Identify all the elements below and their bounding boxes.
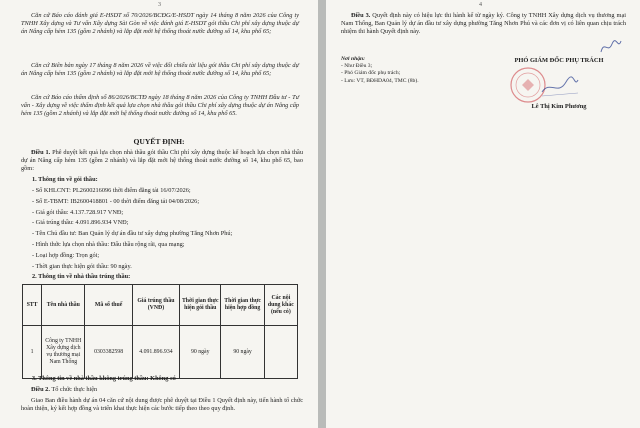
document-page-4 bbox=[326, 0, 640, 428]
table-cell: 0303382598 bbox=[85, 326, 132, 379]
intro-paragraph-3: Căn cứ Báo cáo thẩm định số 86/2026/BCTĐ ngày 18 tháng 8 năm 2026 của Công ty TNHH Đầu tư - Tư vấn - Xây dựng về việc thẩm định kết quả lựa chọn nhà thầu gói thầu Chi phí xây dựng thuộc dự án Nâng cấp hẻm 135 (gồm 2 nhánh) và lắp đặt mới hệ thống thoát nước đường số 14, khu phố 65. bbox=[21, 94, 299, 118]
article-2-text: Tổ chức thực hiện bbox=[49, 385, 98, 393]
signature-initial-icon bbox=[598, 36, 624, 56]
page-number: 4 bbox=[479, 2, 482, 8]
table-cell: 90 ngày bbox=[180, 326, 221, 379]
section-1-heading: 1. Thông tin về gói thầu: bbox=[32, 176, 98, 184]
article-3-text: Quyết định này có hiệu lực thi hành kể từ ngày ký. Công ty TNHH Xây dựng dịch vụ thương mại Nam Thống, Ban Quản lý dự án đầu tư xây dựng phường Tăng Nhơn Phú và các đơn vị có liên quan chịu trách nhiệm thi hành Quyết định này. bbox=[341, 12, 626, 36]
article-3 bbox=[341, 12, 626, 37]
section-1-item: - Số KHLCNT: PL2600216096 thời điểm đăng tải 16/07/2026; bbox=[32, 187, 191, 194]
recipient-item: - Lưu: VT, BĐHDA04, TMC (8b). bbox=[341, 77, 419, 84]
page-number: 3 bbox=[158, 2, 161, 8]
table-cell bbox=[264, 326, 297, 379]
section-1-item: - Giá gói thầu: 4.137.728.917 VNĐ; bbox=[32, 208, 124, 216]
document-page-3 bbox=[0, 0, 318, 428]
table-header-row bbox=[23, 285, 298, 326]
page-gutter bbox=[318, 0, 326, 428]
recipient-item: - Phó Giám đốc phụ trách; bbox=[341, 70, 401, 77]
article-1-label: Điều 1. bbox=[31, 149, 51, 156]
section-1-item: - Hình thức lựa chọn nhà thầu: Đấu thầu rộng rãi, qua mạng; bbox=[32, 240, 185, 248]
official-seal-icon bbox=[508, 66, 580, 104]
section-3-heading: 3. Thông tin về nhà thầu không trúng thầu: Không có bbox=[32, 375, 176, 382]
decision-title: QUYẾT ĐỊNH: bbox=[133, 137, 185, 146]
section-1-item: - Loại hợp đồng: Trọn gói; bbox=[32, 251, 100, 259]
intro-paragraph-2: Căn cứ Biên bản ngày 17 tháng 8 năm 2026 về việc đối chiếu tài liệu gói thầu Chi phí xây dựng thuộc dự án Nâng cấp hẻm 135 (gồm 2 nhánh) và lắp đặt mới hệ thống thoát nước đường số 14, khu phố 65; bbox=[21, 62, 299, 78]
section-1-item: - Số E-TBMT: IB2600418801 - 00 thời điểm đăng tải 04/08/2026; bbox=[32, 197, 200, 205]
article-2 bbox=[21, 386, 303, 394]
table-header: Giá trúng thầu (VNĐ) bbox=[132, 285, 179, 326]
article-2-label: Điều 2. bbox=[31, 385, 50, 393]
table-cell: Công ty TNHH Xây dựng dịch vụ thương mại Nam Thống bbox=[42, 326, 85, 379]
section-1-item: - Giá trúng thầu: 4.091.896.934 VNĐ; bbox=[32, 219, 129, 227]
section-1-item: - Tên Chủ đầu tư: Ban Quản lý dự án đầu tư xây dựng phường Tăng Nhơn Phú; bbox=[32, 230, 233, 238]
table-header: Các nội dung khác (nếu có) bbox=[264, 285, 297, 326]
table-header: Thời gian thực hiện hợp đồng bbox=[221, 285, 264, 326]
signer-title: PHÓ GIÁM ĐỐC PHỤ TRÁCH bbox=[514, 57, 604, 64]
table-row bbox=[23, 326, 298, 379]
article-2-paragraph: Giao Ban điều hành dự án 04 căn cứ nội dung được phê duyệt tại Điều 1 Quyết định này, tiến hành tổ chức hoàn thiện, ký kết hợp đồng và triển khai thực hiện các bước tiếp theo theo quy định. bbox=[21, 396, 303, 412]
table-header: Mã số thuế bbox=[85, 285, 132, 326]
table-cell: 4.091.896.934 bbox=[132, 326, 179, 379]
table-cell: 1 bbox=[23, 326, 42, 379]
section-2-heading: 2. Thông tin về nhà thầu trúng thầu: bbox=[32, 273, 131, 281]
recipients-block bbox=[341, 56, 419, 85]
table-header: STT bbox=[23, 285, 42, 326]
section-1-item: - Thời gian thực hiện gói thầu: 90 ngày. bbox=[32, 262, 132, 270]
decision-body bbox=[21, 149, 303, 284]
table-header: Thời gian thực hiện gói thầu bbox=[180, 285, 221, 326]
table-cell: 90 ngày bbox=[221, 326, 264, 379]
article-1-text: Phê duyệt kết quả lựa chọn nhà thầu gói thầu Chi phí xây dựng thuộc kế hoạch lựa chọn nhà thầu dự án Nâng cấp hẻm 135 (gồm 2 nhánh) và lắp đặt mới hệ thống thoát nước đường số 14, khu phố 65, bao gồm: bbox=[21, 149, 303, 173]
signer-name: Lê Thị Kim Phương bbox=[531, 103, 587, 110]
intro-paragraph-1: Căn cứ Báo cáo đánh giá E-HSDT số 70/2026/BCĐG/E-HSDT ngày 14 tháng 8 năm 2026 của Công ty TNHH Xây dựng và Tư vấn Xây dựng Sài Gòn về việc đánh giá E-HSDT gói thầu Chi phí xây dựng thuộc dự án Nâng cấp hẻm 135 (gồm 2 nhánh) và lắp đặt mới hệ thống thoát nước đường số 14, khu phố 65; bbox=[21, 12, 299, 36]
decision-body-continued bbox=[21, 375, 303, 416]
article-3-label: Điều 3. bbox=[351, 12, 371, 19]
recipients-label: Nơi nhận: bbox=[341, 56, 365, 62]
article-1 bbox=[21, 149, 303, 174]
recipient-item: - Như Điều 3; bbox=[341, 63, 373, 70]
table-header: Tên nhà thầu bbox=[42, 285, 85, 326]
winning-contractor-table bbox=[22, 284, 298, 379]
